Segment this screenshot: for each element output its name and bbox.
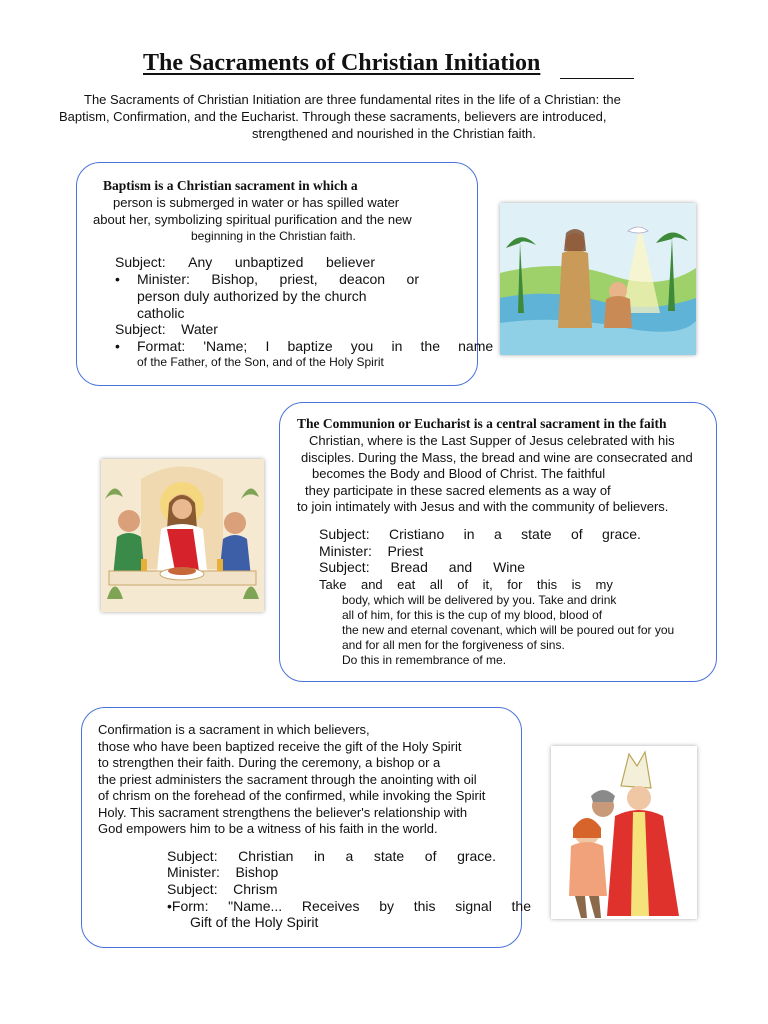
word: •Form: [167, 898, 209, 914]
confirmation-illustration-icon [551, 746, 697, 919]
baptism-minister-cont: person duly authorized by the church [137, 288, 367, 304]
eucharist-form-cont: the new and eternal covenant, which will be poured out for you [342, 623, 675, 637]
word: eat [397, 577, 416, 592]
word: 'Name; [203, 338, 248, 354]
word: all [429, 577, 443, 592]
word: this [536, 577, 558, 592]
word: I [265, 338, 270, 354]
bullet: • [115, 338, 120, 354]
word: Wine [493, 559, 525, 575]
word: and [360, 577, 383, 592]
word: of [570, 526, 583, 542]
confirmation-desc-line: Confirmation is a sacrament in which believers, [98, 722, 370, 737]
eucharist-subject-2 [319, 559, 525, 576]
word: Subject: [115, 254, 166, 270]
baptism-desc-line: about her, symbolizing spiritual purification and the new [93, 212, 412, 227]
word: or [406, 271, 419, 287]
baptism-subject [115, 254, 375, 271]
word: in [391, 338, 403, 354]
eucharist-subject [319, 526, 641, 543]
word: Bread [390, 559, 428, 575]
word: unbaptized [234, 254, 304, 270]
word: Format: [137, 338, 186, 354]
word: baptize [287, 338, 333, 354]
word: for [507, 577, 523, 592]
word: it, [482, 577, 493, 592]
eucharist-desc-line: they participate in these sacred elements as a way of [305, 483, 611, 498]
word: state [521, 526, 552, 542]
word: is [571, 577, 582, 592]
word: state [373, 848, 405, 864]
last-supper-illustration-icon [101, 459, 264, 612]
word: Take [319, 577, 347, 592]
word: the [420, 338, 440, 354]
baptism-minister-cont: catholic [137, 305, 185, 321]
word: signal [455, 898, 492, 914]
bullet: • [115, 271, 120, 287]
title-underline [560, 78, 634, 79]
word: Christian [238, 848, 294, 864]
word: in [463, 526, 475, 542]
confirmation-subject-2: Subject: Chrism [167, 881, 278, 897]
word: Subject: [319, 559, 370, 575]
word: Any [188, 254, 213, 270]
word: grace. [457, 848, 496, 864]
baptism-desc-line: person is submerged in water or has spilled water [113, 195, 400, 210]
word: a [493, 526, 502, 542]
eucharist-form [319, 576, 613, 593]
eucharist-heading: The Communion or Eucharist is a central sacrament in the faith [297, 416, 667, 431]
intro-line: The Sacraments of Christian Initiation are three fundamental rites in the life of a Christian: the [84, 92, 621, 107]
word: my [595, 577, 613, 592]
eucharist-desc-line: to join intimately with Jesus and with the community of believers. [297, 499, 669, 514]
word: Subject: [319, 526, 370, 542]
baptism-desc-line: beginning in the Christian faith. [191, 229, 356, 243]
word: this [413, 898, 436, 914]
word: a [345, 848, 354, 864]
word: believer [325, 254, 375, 270]
confirmation-desc-line: the priest administers the sacrament through the anointing with oil [98, 772, 477, 787]
intro-line: Baptism, Confirmation, and the Eucharist. Through these sacraments, believers are introduced, [59, 109, 607, 124]
word: of [424, 848, 437, 864]
confirmation-desc-line: to strengthen their faith. During the ceremony, a bishop or a [98, 755, 441, 770]
word: by [379, 898, 394, 914]
word: Minister: [137, 271, 190, 287]
word: name [458, 338, 494, 354]
word: Receives [301, 898, 360, 914]
confirmation-desc-line: those who have been baptized receive the gift of the Holy Spirit [98, 739, 462, 754]
word: Cristiano [389, 526, 445, 542]
eucharist-minister: Minister: Priest [319, 543, 424, 559]
confirmation-minister: Minister: Bishop [167, 864, 279, 880]
eucharist-form-cont: all of him, for this is the cup of my blood, blood of [342, 608, 603, 622]
word: of [457, 577, 469, 592]
baptism-subject-2: Subject: Water [115, 321, 218, 337]
baptism-heading: Baptism is a Christian sacrament in which a [103, 178, 358, 193]
confirmation-form-cont: Gift of the Holy Spirit [190, 914, 319, 930]
eucharist-desc-line: becomes the Body and Blood of Christ. The faithful [312, 466, 606, 481]
word: in [314, 848, 325, 864]
baptism-format [137, 338, 523, 355]
intro-line: strengthened and nourished in the Christian faith. [252, 126, 537, 141]
eucharist-form-cont: body, which will be delivered by you. Take and drink [342, 593, 617, 607]
word: and [448, 559, 473, 575]
baptism-illustration-icon [500, 203, 696, 355]
word: "Name... [228, 898, 283, 914]
page-title: The Sacraments of Christian Initiation [143, 50, 541, 76]
eucharist-form-cont: and for all men for the forgiveness of sins. [342, 638, 565, 652]
confirmation-desc-line: God empowers him to be a witness of his faith in the world. [98, 821, 438, 836]
word: the [511, 898, 531, 914]
word: deacon [339, 271, 386, 287]
word: Subject: [167, 848, 218, 864]
eucharist-form-cont: Do this in remembrance of me. [342, 653, 507, 667]
confirmation-form [167, 898, 531, 915]
baptism-format-cont: of the Father, of the Son, and of the Holy Spirit [137, 355, 384, 369]
confirmation-subject [167, 848, 496, 865]
word: you [350, 338, 374, 354]
confirmation-desc-line: of chrism on the forehead of the confirmed, while invoking the Spirit [98, 788, 486, 803]
word: grace. [602, 526, 641, 542]
eucharist-desc-line: disciples. During the Mass, the bread and wine are consecrated and [301, 450, 693, 465]
confirmation-desc-line: Holy. This sacrament strengthens the believer's relationship with [98, 805, 468, 820]
baptism-minister [137, 271, 419, 288]
word: Bishop, [211, 271, 259, 287]
word: priest, [279, 271, 318, 287]
eucharist-desc-line: Christian, where is the Last Supper of Jesus celebrated with his [309, 433, 675, 448]
